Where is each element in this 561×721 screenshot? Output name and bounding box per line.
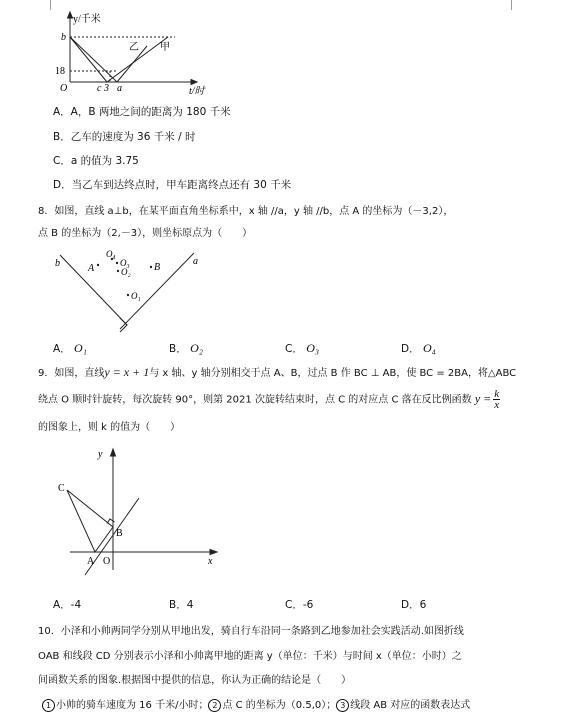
label-yi: 乙 [129, 42, 139, 53]
q10-statements [42, 696, 470, 712]
q8-option-a-value: O₁ [74, 341, 87, 355]
label-a: A [87, 556, 95, 567]
q8-option-d-letter: D． [401, 343, 420, 355]
q9-line2-text: 绕点 O 顺时针旋转，每次旋转 90°，则第 2021 次旋转结束时，点 C 的对应点 C 落在反比例函数 [38, 394, 472, 406]
q9-option-d[interactable]: D．6 [401, 599, 427, 611]
label-18: 18 [55, 66, 65, 77]
q9-line1-prefix: 9．如图，直线 [38, 368, 105, 379]
label-c: C [58, 483, 65, 494]
q8-option-b-value: O₂ [190, 341, 203, 355]
point-b-dot [150, 266, 152, 268]
q9-option-a[interactable]: A．-4 [53, 599, 82, 611]
q7-option-d[interactable]: D．当乙车到达终点时，甲车距离终点还有 30 千米 [53, 179, 292, 191]
q7-option-a[interactable]: A．A，B 两地之间的距离为 180 千米 [53, 106, 231, 118]
label-x: x [208, 556, 213, 567]
q8-option-d-value: O₄ [422, 341, 436, 355]
q9-option-b[interactable]: B．4 [169, 599, 194, 611]
q7-option-c[interactable]: C．a 的值为 3.75 [53, 155, 139, 167]
label-b: B [116, 528, 123, 539]
x-axis-arrow [191, 80, 197, 85]
fraction-denominator: x [494, 399, 500, 411]
circled-number-3: 3 [336, 699, 349, 712]
page-corner-mark [511, 0, 522, 10]
label-line-b: b [55, 258, 60, 269]
q8-option-c[interactable] [285, 341, 319, 356]
label-o1: O₁ [131, 291, 141, 301]
label-c3: c 3 [97, 83, 109, 94]
label-a: a [117, 83, 122, 94]
point-o1-dot [127, 294, 129, 296]
point-o2-dot [117, 270, 119, 272]
label-o2: O₂ [121, 267, 131, 277]
label-point-a: A [88, 263, 95, 274]
q8-option-d[interactable] [401, 341, 436, 356]
line-yi-down [70, 37, 117, 82]
q9-fraction [493, 389, 500, 410]
point-o3-dot [116, 262, 118, 264]
fraction-numerator: k [494, 388, 500, 400]
q9-equation: y = x + 1 [104, 365, 150, 379]
q9-stem-line1 [38, 364, 516, 380]
x-axis-arrow [210, 550, 217, 555]
q7-option-b[interactable]: B．乙车的速度为 36 千米 / 时 [53, 131, 196, 143]
q8-stem-line1: 8．如图，直线 a⊥b，在某平面直角坐标系中，x 轴 //a，y 轴 //b，点 A 的坐标为（－3,2）， [38, 206, 454, 217]
q9-stem-line3: 的图象上，则 k 的值为（ ） [38, 422, 181, 433]
q8-option-c-value: O₃ [306, 341, 320, 355]
q10-stem-line1: 10．小泽和小帅两同学分别从甲地出发，骑自行车沿同一条路到乙地参加社会实践活动.如图折线 [38, 626, 464, 637]
triangle-abc [67, 490, 113, 552]
q8-option-b-letter: B． [169, 343, 187, 355]
label-y: y [98, 449, 103, 460]
x-axis-label: t/时 [189, 86, 205, 95]
q8-option-a[interactable] [53, 341, 87, 356]
label-o4: O₄ [106, 249, 116, 259]
label-o3: O₃ [120, 258, 130, 268]
q8-stem-line2: 点 B 的坐标为（2,－3），则坐标原点为（ ） [38, 228, 253, 239]
label-point-b: B [154, 262, 161, 273]
q9-stem-line2 [38, 389, 500, 410]
q10-stem-line3: 间函数关系的图象.根据图中提供的信息，你认为正确的结论是（ ） [38, 675, 352, 686]
q9-line1-suffix: 与 x 轴、y 轴分别相交于点 A、B，过点 B 作 BC ⊥ AB，使 BC = 2BA，将△ABC [149, 368, 517, 379]
q10-statement-2: 点 C 的坐标为（0.5,0）； [222, 700, 337, 711]
distance-time-graph [50, 10, 220, 95]
q8-option-a-letter: A． [53, 343, 71, 355]
y-axis-label: y/千米 [73, 14, 101, 25]
q9-option-c[interactable]: C．-6 [285, 599, 314, 611]
q10-statement-1: 小帅的骑车速度为 16 千米/小时； [56, 700, 209, 711]
label-line-a: a [193, 256, 198, 267]
point-a-dot [97, 264, 99, 266]
perpendicular-lines-figure [50, 245, 210, 335]
q10-stem-line2: OAB 和线段 CD 分别表示小泽和小帅离甲地的距离 y（单位：千米）与时间 x（单位：小时）之 [38, 651, 462, 662]
rotation-coordinate-figure [50, 440, 230, 580]
q8-option-c-letter: C． [285, 343, 303, 355]
label-jia: 甲 [160, 42, 170, 53]
label-origin: O [60, 83, 68, 94]
q8-option-b[interactable] [169, 341, 203, 356]
page-corner-mark [40, 0, 51, 10]
q9-function-y: y = [474, 391, 492, 406]
y-axis-arrow [68, 12, 73, 18]
y-axis-arrow [111, 449, 116, 456]
label-o: O [103, 556, 111, 567]
label-b: b [61, 32, 66, 43]
line-jia-down [70, 37, 107, 82]
circled-number-1: 1 [42, 699, 55, 712]
q10-statement-3: 线段 AB 对应的函数表达式 [350, 700, 471, 711]
circled-number-2: 2 [208, 699, 221, 712]
